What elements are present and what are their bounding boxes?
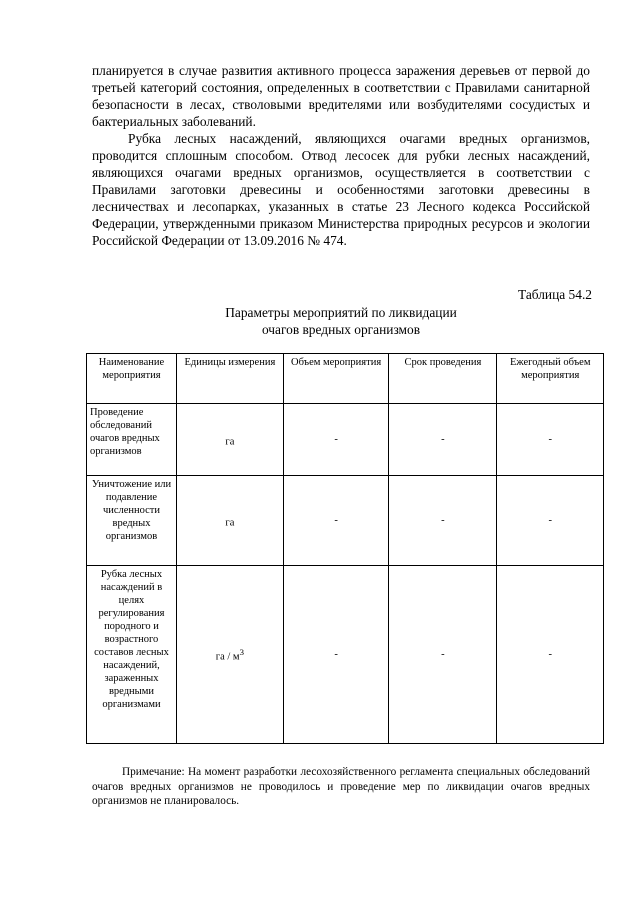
row-term: - bbox=[389, 476, 497, 566]
table-caption bbox=[92, 304, 590, 338]
table-row bbox=[87, 404, 604, 476]
header-volume: Объем мероприятия bbox=[283, 354, 389, 404]
caption-line-2: очагов вредных организмов bbox=[261, 322, 421, 337]
row-annual: - bbox=[497, 476, 604, 566]
row-term: - bbox=[389, 404, 497, 476]
table-note: Примечание: На момент разработки лесохозяйственного регламента специальных обследований очагов вредных организмов не проводилось и проведение мер по ликвидации очагов вредных организмов не планировалось. bbox=[92, 766, 590, 808]
header-name: Наименование мероприятия bbox=[87, 354, 177, 404]
row-term: - bbox=[389, 566, 497, 744]
row-unit: га bbox=[176, 404, 283, 476]
row-unit: га / $м^3$ bbox=[176, 566, 283, 744]
row-unit: га bbox=[176, 476, 283, 566]
caption-line-1: Параметры мероприятий по ликвидации bbox=[225, 305, 457, 320]
row-volume: - bbox=[283, 566, 389, 744]
row-name: Проведение обследований очагов вредных организмов bbox=[87, 404, 177, 476]
header-annual: Ежегодный объем мероприятия bbox=[497, 354, 604, 404]
table-number: Таблица 54.2 bbox=[517, 287, 592, 302]
row-annual: - bbox=[497, 566, 604, 744]
measures-table bbox=[86, 353, 604, 744]
row-name: Рубка лесных насаждений в целях регулирования породного и возрастного составов лесных насаждений, зараженных вредными организмами bbox=[87, 566, 177, 744]
paragraph-2: Рубка лесных насаждений, являющихся очагами вредных организмов, проводится сплошным способом. Отвод лесосек для рубки лесных насаждений, являющихся очагами вредных организмов, осуществляется в соответствии с Правилами заготовки древесины и особенностями заготовки древесины в лесничествах и лесопарках, указанных в статье 23 Лесного кодекса Российской Федерации, утвержденными приказом Министерства природных ресурсов и экологии Российской Федерации от 13.09.2016 № 474. bbox=[92, 131, 590, 248]
row-volume: - bbox=[283, 404, 389, 476]
table-row bbox=[87, 476, 604, 566]
header-unit: Единицы измерения bbox=[176, 354, 283, 404]
row-volume: - bbox=[283, 476, 389, 566]
table-row bbox=[87, 566, 604, 744]
row-name: Уничтожение или подавление численности вредных организмов bbox=[87, 476, 177, 566]
table-header-row bbox=[87, 354, 604, 404]
paragraph-1: планируется в случае развития активного процесса заражения деревьев от первой до третьей категорий состояния, определенных в соответствии с Правилами санитарной безопасности в лесах, стволовыми вредителями или возбудителями сосудистых и бактериальных заболеваний. bbox=[92, 63, 590, 129]
header-term: Срок проведения bbox=[389, 354, 497, 404]
row-annual: - bbox=[497, 404, 604, 476]
